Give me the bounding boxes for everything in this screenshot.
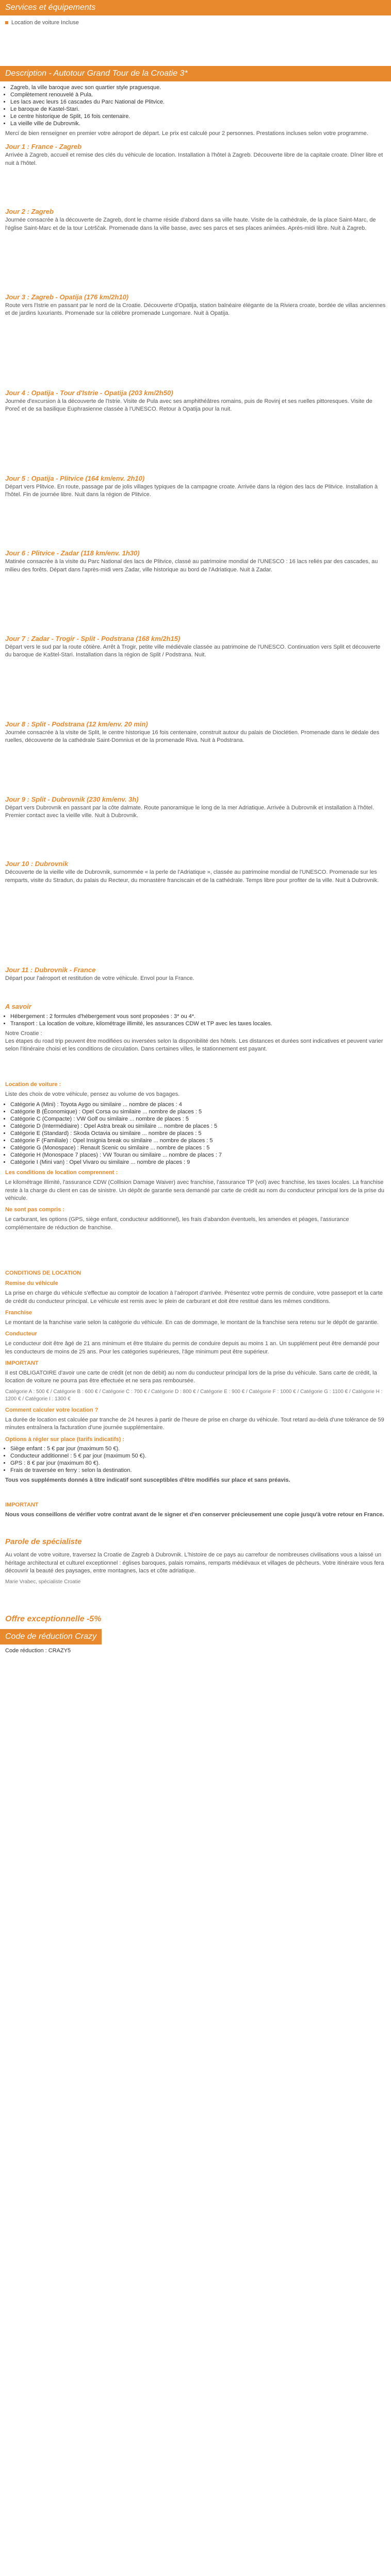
partenaire-signature: Marie Vrabec, spécialiste Croatie (5, 1579, 81, 1585)
day-title: Jour 6 : Plitvice - Zadar (118 km/env. 1h30) (5, 549, 140, 557)
day-title: Jour 4 : Opatija - Tour d'Istrie - Opatija (203 km/2h50) (5, 388, 173, 397)
a-savoir-text: Notre Croatie : Les étapes du road trip peuvent être modifiées ou inversées selon la disponibilité des hôtels. Les distances et durées sont indicatives et peuvent varier selon l'itinéraire choisi et les conditions de circulation. Dans certaines villes, le stationnement est payant. (5, 1030, 383, 1053)
day-text: Départ vers le sud par la route côtière. Arrêt à Trogir, petite ville médiévale classée au patrimoine de l'UNESCO. Continuation vers Split et découverte du baroque de Kaštel-Stari. Installation dans la région de Split / Podstrana. Nuit. (5, 644, 381, 658)
conditions-sub: Remise du véhicule (5, 1280, 58, 1287)
conditions-sub: Conducteur (5, 1331, 37, 1337)
a-savoir-item: • Transport : La location de voiture, kilométrage illimité, les assurances CDW et TP avec les taxes locales. (10, 1021, 391, 1027)
day-text: Route vers l'Istrie en passant par le nord de la Croatie. Découverte d'Opatija, station balnéaire élégante de la Riviera croate, bordée de villas anciennes et de jardins luxuriants. Promenade sur la célèbre promenade Lungomare. Nuit à Opatija. (5, 302, 386, 317)
car-category: • Catégorie D (Intermédiaire) : Opel Astra break ou similaire ... nombre de places : 5 (10, 1123, 391, 1129)
location-title: Location de voiture : (5, 1081, 61, 1088)
a-savoir-list (10, 1013, 391, 1027)
day-text: Découverte de la vieille ville de Dubrovnik, surnommée « la perle de l'Adriatique », classée au patrimoine mondial de l'UNESCO. Promenade sur les remparts, visite du Stradun, du palais du Recteur, du monastère franciscain et de la cathédrale. Temps libre pour profiter de la ville. Nuit à Dubrovnik. (5, 869, 379, 884)
conditions-included-title: Les conditions de location comprennent : (5, 1170, 118, 1176)
option-item: • Frais de traversée en ferry : selon la destination. (10, 1467, 391, 1473)
options-title: Options à régler sur place (tarifs indicatifs) : (5, 1436, 125, 1443)
conditions-text: Le montant de la franchise varie selon la catégorie du véhicule. En cas de dommage, le montant de la franchise sera retenu sur le dépôt de garantie. (5, 1319, 379, 1326)
highlight-item: • Le baroque de Kastel-Stari. (10, 106, 391, 112)
highlight-item: • La vieille ville de Dubrovnik. (10, 121, 391, 127)
day-text: Départ vers Dubrovnik en passant par la côte dalmate. Route panoramique le long de la mer Adriatique. Arrivée à Dubrovnik et installation à l'hôtel. Premier contact avec la vieille ville. Nuit à Dubrovnik. (5, 804, 374, 819)
bullet-icon (5, 21, 8, 24)
important2-title: IMPORTANT (5, 1502, 39, 1509)
promo-code-box (0, 1629, 391, 1655)
intro-text: Merci de bien renseigner en premier votre aéroport de départ. Le prix est calculé pour 2 personnes. Prestations incluses selon votre programme. (5, 130, 368, 137)
rent-calc-title: Comment calculer votre location ? (5, 1406, 99, 1413)
location-label: Location de voiture Incluse (11, 20, 79, 26)
day-title: Jour 5 : Opatija - Plitvice (164 km/env. 2h10) (5, 474, 145, 482)
services-header: Services et équipements (0, 0, 391, 15)
highlight-item: • Le centre historique de Split, 16 fois centenaire. (10, 113, 391, 120)
car-category: • Catégorie F (Familiale) : Opel Insignia break ou similaire ... nombre de places : 5 (10, 1138, 391, 1144)
options-list (10, 1446, 391, 1473)
highlight-item: • Les lacs avec leurs 16 cascades du Parc National de Plitvice. (10, 99, 391, 105)
conditions-title: CONDITIONS DE LOCATION (5, 1270, 82, 1277)
itinerary (0, 143, 391, 982)
important-text: Il est OBLIGATOIRE d'avoir une carte de crédit (et non de débit) au nom du conducteur principal lors de la prise du véhicule. Sans carte de crédit, la location de voiture ne pourra pas être effectuée et ne sera pas remboursée. (5, 1370, 377, 1384)
option-item: • Siège enfant : 5 € par jour (maximum 50 €). (10, 1446, 391, 1452)
option-item: • GPS : 8 € par jour (maximum 80 €). (10, 1460, 391, 1466)
day-title: Jour 7 : Zadar - Trogir - Split - Podstrana (168 km/2h15) (5, 635, 181, 643)
option-item: • Conducteur additionnel : 5 € par jour (maximum 50 €). (10, 1453, 391, 1459)
highlights-list (10, 84, 391, 127)
day-title: Jour 3 : Zagreb - Opatija (176 km/2h10) (5, 293, 129, 301)
promo-code[interactable]: Code réduction : CRAZY5 (5, 1647, 71, 1654)
day-text: Départ pour l'aéroport et restitution de votre véhicule. Envol pour la France. (5, 975, 194, 982)
conditions-text: Le conducteur doit être âgé de 21 ans minimum et être titulaire du permis de conduire depuis au moins 1 an. Un supplément peut être demandé pour les conducteurs de moins de 25 ans. Pour les catégories supérieures, l'âge minimum peut être supérieur. (5, 1341, 380, 1355)
day-text: Arrivée à Zagreb, accueil et remise des clés du véhicule de location. Installation à l'hôtel à Zagreb. Découverte libre de la capitale croate. Dîner libre et nuit à l'hôtel. (5, 152, 383, 166)
conditions-included-text: Le kilométrage illimité, l'assurance CDW (Collision Damage Waiver) avec franchise, l'assurance TP (vol) avec franchise, les taxes locales. La franchise reste à la charge du client en cas de sinistre. Un dépôt de garantie sera demandé par carte de crédit au nom du conducteur principal lors de la prise du véhicule. (5, 1179, 384, 1201)
deposit-categories: Catégorie A : 500 € / Catégorie B : 600 € / Catégorie C : 700 € / Catégorie D : 800 € / Catégorie E : 900 € / Catégorie F : 1000 € / Catégorie G : 1100 € / Catégorie H : 1200 € / Catégorie I : 1300 € (5, 1388, 383, 1402)
partenaire-title: Parole de spécialiste (5, 1537, 82, 1547)
day-title: Jour 1 : France - Zagreb (5, 143, 82, 151)
not-included-title: Ne sont pas compris : (5, 1207, 64, 1213)
partenaire-text: Au volant de votre voiture, traversez la Croatie de Zagreb à Dubrovnik. L'histoire de ce pays au carrefour de nombreuses civilisations vous a laissé un héritage architectural et culturel exceptionnel : églises baroques, palais romains, remparts médiévaux et villages de pêcheurs. Votre itinéraire vous fera découvrir la beauté des paysages, entre montagnes, lacs et côte adriatique. (5, 1552, 384, 1574)
reminder-text: Tous vos suppléments donnés à titre indicatif sont susceptibles d'être modifiés sur place et sans préavis. (5, 1477, 290, 1483)
day-title: Jour 9 : Split - Dubrovnik (230 km/env. 3h) (5, 795, 139, 803)
promo-code-header: Code de réduction Crazy (0, 1629, 102, 1645)
location-included (0, 15, 391, 30)
highlight-item: • Zagreb, la ville baroque avec son quartier style praguesque. (10, 84, 391, 91)
a-savoir-title: A savoir (5, 1002, 31, 1010)
a-savoir-item: • Hébergement : 2 formules d'hébergement vous sont proposées : 3* ou 4*. (10, 1013, 391, 1020)
day-text: Journée d'excursion à la découverte de l'Istrie. Visite de Pula avec ses amphithéâtres romains, puis de Rovinj et ses ruelles pittoresques. Visite de Poreč et de sa basilique Euphrasienne classée à l'UNESCO. Retour à Opatija pour la nuit. (5, 398, 372, 413)
not-included-text: Le carburant, les options (GPS, siège enfant, conducteur additionnel), les frais d'abandon éventuels, les amendes et péages, l'assurance complémentaire de réduction de franchise. (5, 1216, 349, 1231)
day-text: Journée consacrée à la découverte de Zagreb, dont le charme réside d'abord dans sa ville haute. Visite de la cathédrale, de la place Saint-Marc, de l'église Saint-Marc et de la tour Lotrščak. Promenade dans la ville basse, avec ses parcs et ses places animées. Après-midi libre. Nuit à Zagreb. (5, 217, 376, 231)
car-category: • Catégorie B (Économique) : Opel Corsa ou similaire ... nombre de places : 5 (10, 1109, 391, 1115)
car-category: • Catégorie I (Mini van) : Opel Vivaro ou similaire ... nombre de places : 9 (10, 1159, 391, 1165)
day-title: Jour 8 : Split - Podstrana (12 km/env. 20 min) (5, 720, 148, 728)
important2-text: Nous vous conseillons de vérifier votre contrat avant de le signer et d'en conserver précieusement une copie jusqu'à votre retour en France. (5, 1512, 384, 1518)
day-title: Jour 10 : Dubrovnik (5, 860, 69, 868)
day-text: Matinée consacrée à la visite du Parc National des lacs de Plitvice, classé au patrimoine mondial de l'UNESCO : 16 lacs reliés par des cascades, au milieu des forêts. Départ dans l'après-midi vers Zadar, ville historique au bord de l'Adriatique. Nuit à Zadar. (5, 558, 378, 573)
conditions-text: La prise en charge du véhicule s'effectue au comptoir de location à l'aéroport d'arrivée. Présentez votre permis de conduire, votre passeport et la carte de crédit du conducteur principal. Le véhicule est remis avec le plein de carburant et doit être restitué dans les mêmes conditions. (5, 1290, 383, 1304)
car-category: • Catégorie E (Standard) : Skoda Octavia ou similaire ... nombre de places : 5 (10, 1130, 391, 1137)
description-header: Description - Autotour Grand Tour de la Croatie 3* (0, 66, 391, 81)
car-category: • Catégorie C (Compacte) : VW Golf ou similaire ... nombre de places : 5 (10, 1116, 391, 1122)
car-category: • Catégorie A (Mini) : Toyota Aygo ou similaire ... nombre de places : 4 (10, 1101, 391, 1108)
offer-title: Offre exceptionnelle -5% (5, 1614, 102, 1623)
day-title: Jour 2 : Zagreb (5, 208, 54, 216)
rent-calc-text: La durée de location est calculée par tranche de 24 heures à partir de l'heure de prise en charge du véhicule. Tout retard au-delà d'une tolérance de 59 minutes entraînera la facturation d'une journée supplémentaire. (5, 1416, 384, 1431)
day-text: Journée consacrée à la visite de Split, le centre historique 16 fois centenaire, construit autour du palais de Dioclétien. Promenade dans le dédale des ruelles, découverte de la cathédrale Saint-Domnius et de la promenade Riva. Nuit à Podstrana. (5, 729, 380, 744)
conditions-sub: Franchise (5, 1309, 32, 1316)
day-title: Jour 11 : Dubrovnik - France (5, 966, 96, 974)
highlight-item: • Complètement renouvelé à Pula. (10, 92, 391, 98)
car-category: • Catégorie G (Monospace) : Renault Scenic ou similaire ... nombre de places : 5 (10, 1145, 391, 1151)
day-text: Départ vers Plitvice. En route, passage par de jolis villages typiques de la campagne croate. Arrivée dans la région des lacs de Plitvice. Installation à l'hôtel. Fin de journée libre. Nuit dans la région de Plitvice. (5, 483, 378, 498)
car-category: • Catégorie H (Monospace 7 places) : VW Touran ou similaire ... nombre de places : 7 (10, 1152, 391, 1158)
important-title: IMPORTANT (5, 1360, 39, 1367)
car-categories (10, 1101, 391, 1165)
location-intro: Liste des choix de votre véhicule, pensez au volume de vos bagages. (5, 1091, 180, 1097)
